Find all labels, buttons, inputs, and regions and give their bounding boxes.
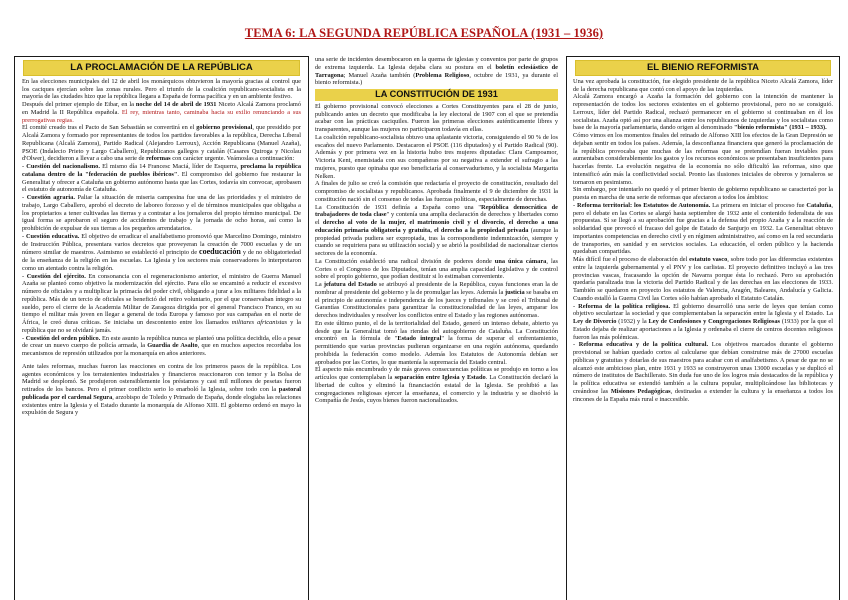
paragraph: - Reforma de la política religiosa. El gobierno desarrolló una serie de leyes que tenían como objetivo secularizar la sociedad y que complementaban la separación entre la Iglesia y el Estado. La Ley de Divorcio (1932) y la Ley de Confesiones y Congregaciones Religiosas (1933) por la que el Estado dejaba de realizar aportaciones a la Iglesia y ordenaba el cierre de centros docentes religiosos fueron las más polémicas. (573, 302, 833, 341)
right-column-box (566, 56, 840, 600)
paragraph: A finales de julio se creó la comisión que redactaría el proyecto de constitución, resultado del compromiso de socialistas y republicanos. Aprobada finalmente el 9 de diciembre de 1931 la constitución nació sin el consenso de todas las fuerzas políticas, especialmente de derechas. (315, 180, 558, 203)
paragraph: El comité creado tras el Pacto de San Sebastián se convertirá en el gobierno provisional, que presidido por Alcalá Zamora y formado por representantes de todos los partidos favorables a la república, Derecha Liberal Republicana (Alcalá Zamora), Partido Radical (Alejandro Lerroux), Acción Republicana (Manuel Azaña), PSOE (Indalecio Prieto y Largo Caballero), Republicanos gallegos y catalán (Casares Quiroga y Nicolau d'Olwer), decidieron a llevar a cabo una serie de reformas con carácter urgente. Veámoslas a continuación: (22, 124, 301, 163)
section-heading-constitucion: LA CONSTITUCIÓN DE 1931 (315, 89, 558, 101)
paragraph: El gobierno provisional convocó elecciones a Cortes Constituyentes para el 28 de junio, publicando antes un decreto que modificaba la ley electoral de 1907 con el que se pretendía acabar con las prácticas caciquiles. Fueron las primeras elecciones auténticamente libres y transparentes, aunque las mujeres no participaron todavía en ellas. (315, 102, 558, 133)
paragraph: - Cuestión agraria. Paliar la situación de miseria campesina fue una de las prioridades y el ministro de trabajo, Largo Caballero, aprobó el decreto de laboreo forzoso y el de términos municipales que obligaba a los propietarios a tener cultivadas las tierras y a contratar a los jornaleros del propio término municipal. De igual forma se aprobaron el seguro de accidentes de trabajo y la jornada de ocho horas, así como la prohibición de expulsar de sus tierras a los pequeños arrendatarios. (22, 194, 301, 232)
paragraph: La Constitución estableció una radical división de poderes donde una única cámara, las Cortes o el Congreso de los Diputados, tenían una amplia capacidad legislativa y de control sobre el propio gobierno, que podían destituir si lo estimaban conveniente. (315, 257, 558, 281)
paragraph: - Cuestión del nacionalismo. El mismo día 14 Francesc Maciá, líder de Esquerra, proclama la república catalana dentro de la "federación de pueblos ibéricos". El compromiso del gobierno fue restaurar la Generalitat y ofrecer a Cataluña un gobierno autónomo hasta que las Cortes, todavía sin convocar, aprobasen el estatuto de autonomía de Cataluña. (22, 163, 301, 194)
paragraph: La jefatura del Estado se atribuyó al presidente de la República, cuyas funciones eran la de nombrar al presidente del gobierno y la de promulgar las leyes. Además la justicia se basaba en el principio de autonomía e independencia de los jueces y tribunales y se creó el Tribunal de Garantías Constitucionales para garantizar la constitucionalidad de las leyes, amparar los derechos individuales y resolver los conflictos entre el Estado y las regiones autónomas. (315, 281, 558, 319)
paragraph: Sin embargo, por intentarlo no quedó y el primer bienio de gobierno republicano se caracterizó por la puesta en marcha de una serie de reformas que afectaron a todos los ámbitos: (573, 186, 833, 201)
paragraph: Cómo vimos en los momentos finales del reinado de Alfonso XIII los efectos de la Gran Depresión se dejaban sentir en todos los países. Además, la desconfianza financiera que generó la proclamación de la república provocaba que muchas de las reformas que se pretendían fueran inviables pues aumentaban considerablemente los gastos y los recursos económicos se presentaban insuficientes para hacerlas frente. La evolución negativa de la economía no sólo dificultó las reformas, sino que intensificó aún más la conflictividad social. Pronto las ilusiones iniciales de obreros y jornaleros se tornaron en pesimismo. (573, 132, 833, 186)
paragraph: - Cuestión educativa. El objetivo de erradicar el analfabetismo promovió que Marcelino Domingo, ministro de Instrucción Pública, presentara varios decretos que proveyeran la creación de 7000 escuelas y de un número similar de maestros. Asimismo se estableció el principio de coeducación y de no obligatoriedad de la enseñanza de la religión en las escuelas. La Iglesia y los sectores más conservadores lo interpretaron como un atentado contra la religión. (22, 232, 302, 272)
section-heading-bienio: EL BIENIO REFORMISTA (575, 60, 831, 76)
paragraph: En este último punto, el de la territorialidad del Estado, generó un intenso debate, abierto ya desde que la Generalitat tomó las riendas del autogobierno de Cataluña. La Constitución encontró en la fórmula de "Estado integral" la forma de superar el enfrentamiento, permitiendo que varias provincias pudieran organizarse en una región autónoma, quedando prohibida la federación como modelo. Además los Estatutos de Autonomía debían ser aprobados por las Cortes, lo que mantenía la supremacía del Estado central. (315, 319, 558, 366)
paragraph: - Reforma territorial: los Estatutos de Autonomía. La primera en iniciar el proceso fue Cataluña, pero el debate en las Cortes se alargó hasta septiembre de 1932 ante el contenido federalista de sus propuestas. Sí se llegó a su aprobación fue gracias a la defensa del propio Azaña y a la reacción de solidaridad que provocó el fracaso del golpe de Estado de Sanjurjo en 1932. La Generalitat obtuvo importantes competencias en derecho civil y en régimen administrativo, así como en la red secundaria de transportes, en sanidad y en servicios sociales. La educación, el orden público y la hacienda quedaban compartidas. (573, 201, 833, 256)
paragraph: - Cuestión del orden público. En este asunto la república nunca se planteó una política decidida, ello a pesar de crear un nuevo cuerpo de policía armada, la Guardia de Asalto, que en muchos aspectos recordaba los mecanismos de represión utilizados por la monarquía en años anteriores. (22, 334, 302, 357)
paragraph: El aspecto más encumbrado y de más graves consecuencias políticas se produjo en torno a los artículos que contemplaban la separación entre Iglesia y Estado. La Constitución declaró la libertad de cultos y eliminó la financiación estatal de la Iglesia. Se prohibió a las congregaciones religiosas ejercer la enseñanza, el comercio y la industria y se disolvió la Compañía de Jesús, cuyos bienes fueron nacionalizados. (315, 366, 558, 405)
paragraph: Una vez aprobada la constitución, fue elegido presidente de la república Niceto Alcalá Zamora, líder de la derecha republicana que contó con el apoyo de las izquierdas. (573, 77, 833, 93)
paragraph: una serie de incidentes desembocaron en la quema de iglesias y conventos por parte de grupos de extrema izquierda. La Iglesia dejaba clara su postura en el boletín eclesiástico de Tarragona; Manuel Azaña también (Problema Religioso, octubre de 1931, ya durante el bienio reformista.) (315, 56, 558, 87)
paragraph: La Constitución de 1931 definía a España como una "República democrática de trabajadores de toda clase" y contenía una amplia declaración de derechos y libertades como el derecho al voto de la mujer, el matrimonio civil y el divorcio, el derecho a una educación primaria obligatoria y gratuita, el derecho a la propiedad privada (aunque la propiedad privada pudiera ser expropiada, tras la correspondiente indemnización, siempre y cuando se requiriera para su utilización social) y se abrió la posibilidad de nacionalizar ciertos sectores de la economía. (315, 203, 558, 257)
paragraph: Ante tales reformas, muchas fueron las reacciones en contra de los primeros pasos de la república. Los agentes económicos y los terratenientes industriales y financieros reaccionaron con temor y la Bolsa de Madrid se desplomó. Se produjeron ostensiblemente los préstamos y casi mil millones de pesetas fueron retirados de los bancos. Pero el primer conflicto serio lo enarboló la Iglesia, sobre todo con la pastoral publicada por el cardenal Segura, arzobispo de Toledo y Primado de España, donde elogiaba las relaciones existentes entre la Iglesia y el Estado durante la monarquía de Alfonso XIII. El gobierno ordenó en mayo la expulsión de Segura y (22, 362, 301, 417)
middle-column (315, 56, 558, 599)
paragraph: - Reforma educativa y de la política cultural. Los objetivos marcados durante el gobierno provisional se habían quedado cortos al calcularse que debían construirse más de 27000 escuelas públicas y gratuitas y dotarlas de sus maestros para acabar con el analfabetismo. A pesar de que no se alcanzó este ambicioso plan, entre 1931 y 1933 se construyeron unas 13000 escuelas y se duplicó el número de institutos de Bachillerato. Sin duda fue uno de los logros más destacados de la república y la política educativa se extendió también a la cultura popular, multiplicándose las bibliotecas y creándose las Misiones Pedagógicas, destinadas a extender la cultura y la enseñanza a todos los rincones de la España más rural e inaccesible. (573, 341, 833, 403)
paragraph: - Cuestión del ejército. En consonancia con el regeneracionismo anterior, el ministro de Guerra Manuel Azaña se planteó como objetivo la modernización del ejército. Para ello se encaminó a reducir el excesivo número de oficiales y a multiplicar la primacía del poder civil, obligando a jurar a los militares fidelidad a la república. Más de un tercio de oficiales se benefició del retiro voluntario, por el que conservaban íntegro su sueldo, pero el cierre de la Academia Militar de Zaragoza dirigida por el general Francisco Franco, en su tiempo el militar más joven en llegar a general de toda Europa y famoso por sus campañas en el norte de África, le creó duras críticas. Se iniciaba un descontento entre los llamados militares africanistas y la república que no se olvidará jamás. (22, 272, 302, 334)
left-column-box (14, 56, 309, 600)
paragraph: La coalición republicano-socialista obtuvo una aplastante victoria, consiguiendo el 90 % de los escaños del nuevo Parlamento. Destacaron el PSOE (116 diputados) y el Partido Radical (90). Además y por primera vez en la historia hubo tres mujeres diputadas: Clara Campoamor, Victoria Kent, enemistada con sus compañeras por su negativa a extender el sufragio a las mujeres, puesto que opinaba que eso beneficiaría al conservadurismo, y la socialista Margarita Nelken. (315, 133, 558, 180)
paragraph: Alcalá Zamora encargó a Azaña la formación del gobierno con la intención de mantener la representación de todos los sectores existentes en el gobierno provisional, pero no se consiguió. Lerroux, líder del Partido Radical, rechazó permanecer en el gobierno si continuaban en él los socialistas. Azaña optó así por una alianza entre los republicanos de izquierdas y los socialistas como base de la mayoría parlamentaria, dando origen al denominado "bienio reformista" (1931 – 1933). (573, 93, 833, 132)
page-title: TEMA 6: LA SEGUNDA REPÚBLICA ESPAÑOLA (1931 – 1936) (244, 26, 604, 40)
paragraph: En las elecciones municipales del 12 de abril los monárquicos obtuvieron la mayoría gracias al control que los caciques ejercían sobre las zonas rurales. Pero el triunfo de la coalición republicano-socialista en la mayoría de las ciudades hizo que la república llegara a España de forma pacífica y en un ambiente festivo. (22, 77, 301, 101)
paragraph: Después del primer ejemplo de Eibar, en la noche del 14 de abril de 1931 Niceto Alcalá Zamora proclamó en Madrid la II República española. El rey, mientras tanto, caminaba hacia su exilio renunciando a sus prerrogativas regias. (22, 101, 302, 124)
paragraph: Más difícil fue el proceso de elaboración del estatuto vasco, sobre todo por las diferencias existentes entre la izquierda gubernamental y el PNV y los carlistas. El proyecto definitivo incluyó a las tres provincias vascas, fracasando la opción de Navarra porque ésta lo rechazó. Pero su aprobación quedaría paralizada tras la victoria del Partido Radical y de las derechas en las elecciones de 1933. También se quedaron en proyecto los estatutos de Valencia, Aragón, Baleares, Andalucía y Galicia. Cuando estalló la Guerra Civil las Cortes sólo habían aprobado el Estatuto Catalán. (573, 256, 833, 302)
section-heading-proclamacion: LA PROCLAMACIÓN DE LA REPÚBLICA (23, 60, 300, 76)
